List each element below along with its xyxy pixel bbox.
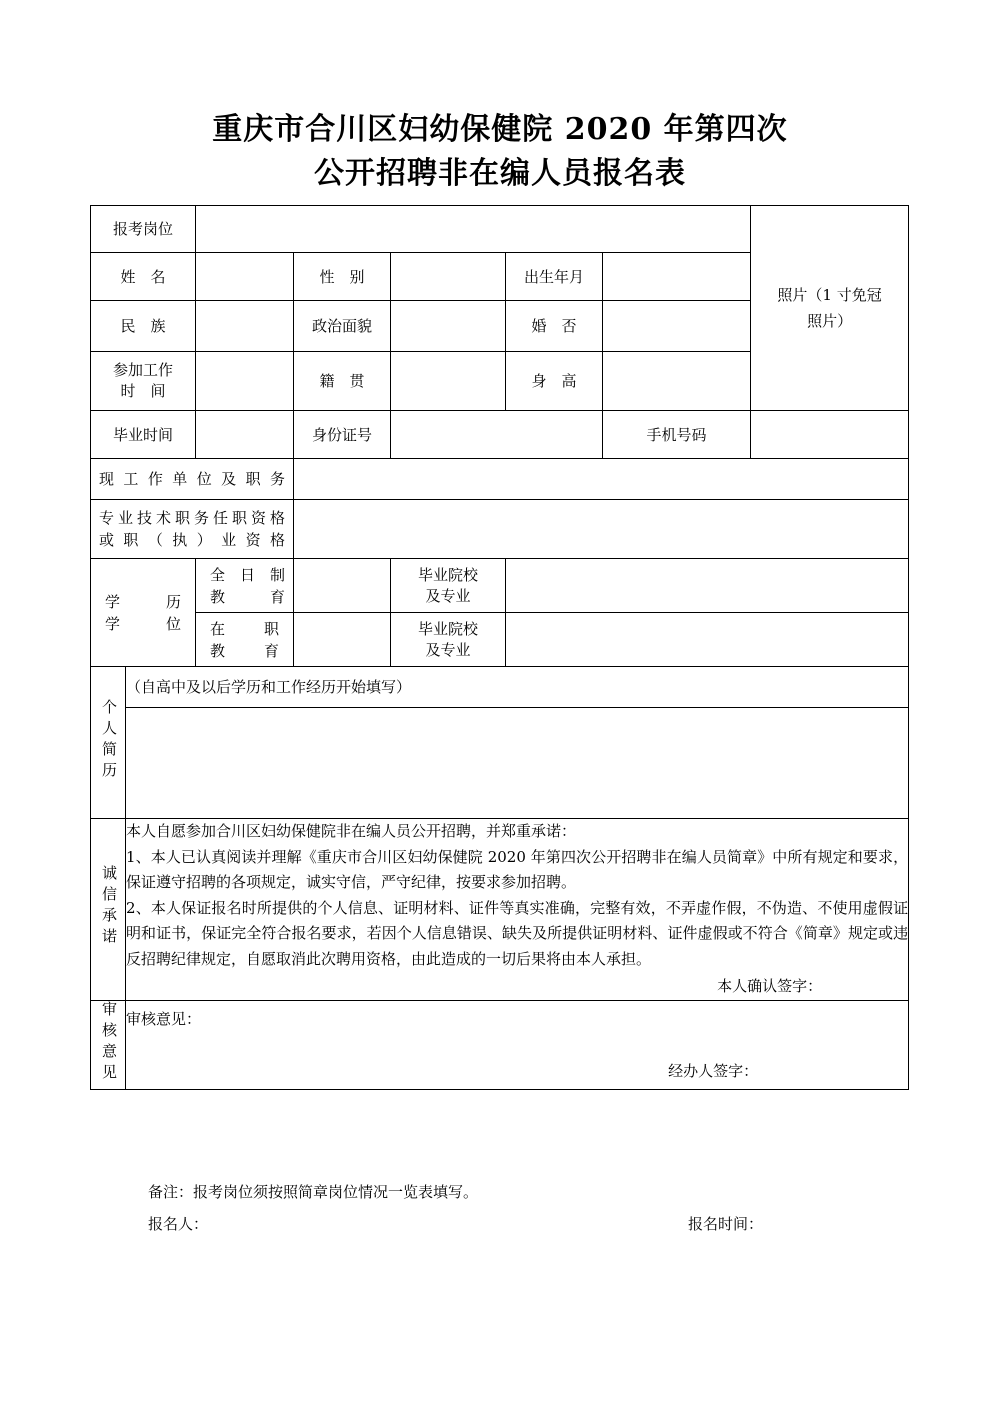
height-label: 身 高 [506, 352, 603, 411]
education-label [91, 559, 196, 667]
native-place-label: 籍 贯 [294, 352, 391, 411]
work-start-label-line-1: 参加工作 [113, 361, 174, 379]
resume-side-label-text: 个人简历 [100, 698, 118, 783]
commitment-side-label [91, 819, 126, 1001]
audit-side-label [91, 1000, 126, 1089]
id-number-value[interactable] [391, 411, 603, 459]
resume-content[interactable] [126, 708, 909, 819]
page-title [90, 108, 910, 196]
professional-qual-label [91, 500, 294, 559]
phone-value[interactable] [751, 411, 909, 459]
gender-value[interactable] [391, 253, 506, 301]
professional-qual-label-line-1: 专业技术职务任职资格 [99, 509, 286, 527]
current-work-value[interactable] [294, 459, 909, 500]
current-work-label [91, 459, 294, 500]
audit-opinion-label: 审核意见： [126, 1009, 202, 1028]
table-row-audit [91, 1000, 909, 1089]
applicant-signature-label[interactable]: 本人确认签字： [717, 977, 823, 995]
height-value[interactable] [603, 352, 751, 411]
full-time-label [196, 559, 294, 613]
current-work-label-text: 现工作单位及职务 [99, 470, 286, 488]
ethnicity-value[interactable] [196, 301, 294, 352]
table-row-on-job-education [91, 613, 909, 667]
applied-position-value[interactable] [196, 206, 751, 253]
full-time-school-value[interactable] [506, 559, 909, 613]
table-row-graduation [91, 411, 909, 459]
table-row-resume-note [91, 667, 909, 708]
footer-signature-row [148, 1208, 908, 1240]
commitment-item-2: 2、本人保证报名时所提供的个人信息、证明材料、证件等真实准确，完整有效，不弄虚作假，不伪造、不使用虚假证明和证书，保证完全符合报名要求，若因个人信息错误、缺失及所提供证明材料、证件虚假或不符合《简章》规定或违反招聘纪律规定，自愿取消此次聘用资格，由此造成的一切后果将由本人承担。 [126, 898, 909, 968]
on-job-degree-value[interactable] [294, 613, 391, 667]
on-job-label-line-1: 在 职 [210, 619, 280, 638]
table-row-commitment [91, 819, 909, 1001]
marital-value[interactable] [603, 301, 751, 352]
full-time-school-label [391, 559, 506, 613]
id-number-label: 身份证号 [294, 411, 391, 459]
table-row-full-time-education [91, 559, 909, 613]
name-value[interactable] [196, 253, 294, 301]
applicant-name-label[interactable]: 报名人： [148, 1215, 209, 1233]
education-label-line-2: 学 位 [105, 614, 182, 633]
marital-label: 婚 否 [506, 301, 603, 352]
commitment-item-1: 1、本人已认真阅读并理解《重庆市合川区妇幼保健院 2020 年第四次公开招聘非在编人员简章》中所有规定和要求，保证遵守招聘的各项规定，诚实守信，严守纪律，按要求参加招聘。 [126, 847, 909, 891]
full-time-label-line-1: 全 日 制 [210, 565, 286, 584]
title-line-1: 重庆市合川区妇幼保健院 2020 年第四次 [212, 112, 788, 147]
full-time-school-label-line-2: 及专业 [425, 586, 471, 605]
apply-time-label[interactable]: 报名时间： [688, 1215, 764, 1233]
political-status-label: 政治面貌 [294, 301, 391, 352]
title-line-2: 公开招聘非在编人员报名表 [314, 156, 686, 191]
on-job-label-line-2: 教 育 [210, 641, 280, 660]
commitment-content [126, 819, 909, 1001]
commitment-intro: 本人自愿参加合川区妇幼保健院非在编人员公开招聘，并郑重承诺： [126, 822, 577, 840]
resume-note: （自高中及以后学历和工作经历开始填写） [126, 667, 909, 708]
birth-value[interactable] [603, 253, 751, 301]
gender-label: 性 别 [294, 253, 391, 301]
on-job-school-label-line-2: 及专业 [425, 640, 471, 659]
full-time-label-line-2: 教 育 [210, 587, 286, 606]
photo-cell[interactable] [751, 206, 909, 411]
audit-content [126, 1000, 909, 1089]
footer-remark: 备注：报考岗位须按照简章岗位情况一览表填写。 [148, 1183, 479, 1201]
registration-form-table [90, 205, 909, 1090]
photo-label-line-2: 照片） [807, 312, 853, 330]
table-row-applied-position [91, 206, 909, 253]
on-job-school-label [391, 613, 506, 667]
phone-label: 手机号码 [603, 411, 751, 459]
name-label: 姓 名 [91, 253, 196, 301]
on-job-label [196, 613, 294, 667]
ethnicity-label: 民 族 [91, 301, 196, 352]
full-time-degree-value[interactable] [294, 559, 391, 613]
work-start-value[interactable] [196, 352, 294, 411]
work-start-label-line-2: 时 间 [120, 382, 166, 400]
applied-position-label: 报考岗位 [91, 206, 196, 253]
handler-signature-label[interactable]: 经办人签字： [668, 1061, 759, 1080]
on-job-school-label-line-1: 毕业院校 [418, 619, 479, 638]
table-row-resume-content [91, 708, 909, 819]
table-row-current-work [91, 459, 909, 500]
political-status-value[interactable] [391, 301, 506, 352]
professional-qual-label-line-2: 或职（执）业资格 [99, 531, 286, 549]
birth-label: 出生年月 [506, 253, 603, 301]
audit-side-label-text: 审核意见 [100, 1000, 118, 1085]
table-row-professional-qualification [91, 500, 909, 559]
graduation-time-value[interactable] [196, 411, 294, 459]
on-job-school-value[interactable] [506, 613, 909, 667]
professional-qual-value[interactable] [294, 500, 909, 559]
full-time-school-label-line-1: 毕业院校 [418, 565, 479, 584]
education-label-line-1: 学 历 [105, 592, 182, 611]
photo-label-line-1: 照片（1 寸免冠 [777, 286, 882, 304]
commitment-side-label-text: 诚信承诺 [100, 865, 118, 950]
graduation-time-label: 毕业时间 [91, 411, 196, 459]
footer-notes [148, 1176, 908, 1240]
native-place-value[interactable] [391, 352, 506, 411]
work-start-label [91, 352, 196, 411]
resume-side-label [91, 667, 126, 819]
